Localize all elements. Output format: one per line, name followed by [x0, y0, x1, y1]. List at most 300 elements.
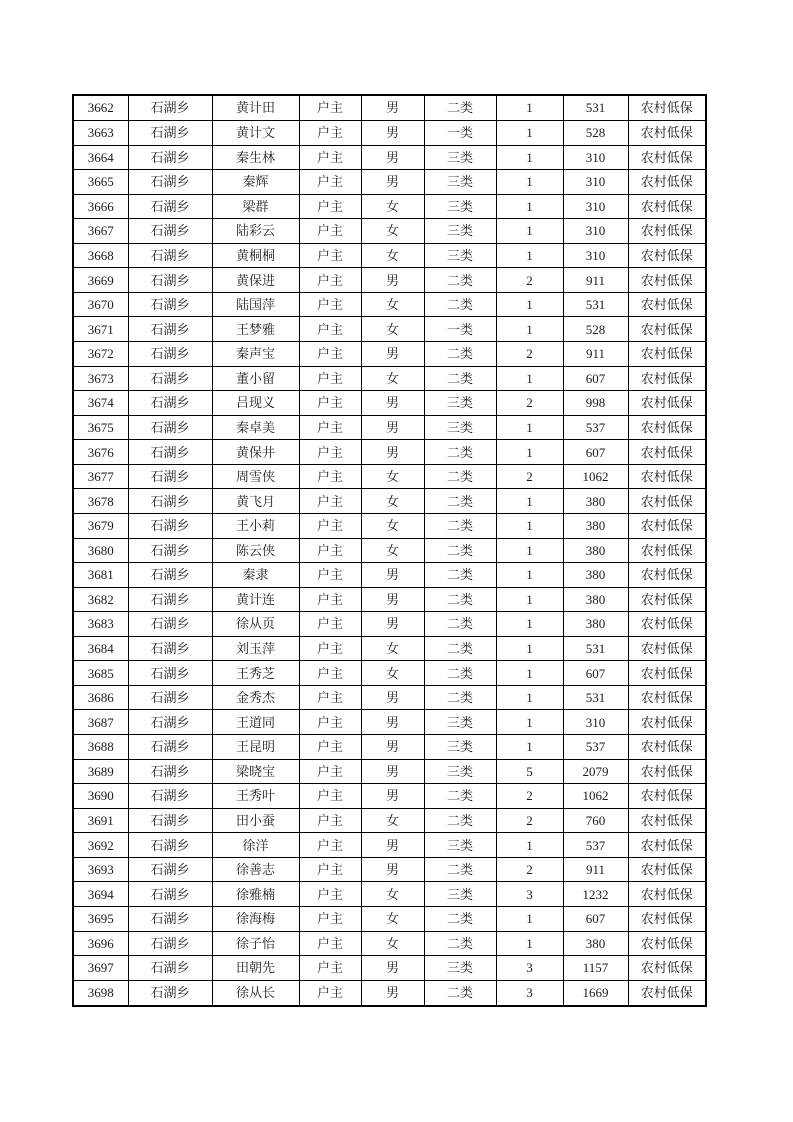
- table-cell-household-relation: 户主: [299, 391, 361, 416]
- table-cell-serial-number: 3696: [73, 931, 128, 956]
- table-cell-subsidy-type: 农村低保: [628, 489, 706, 514]
- table-cell-category: 三类: [424, 170, 496, 195]
- table-row: [73, 538, 706, 563]
- table-cell-gender: 女: [361, 636, 424, 661]
- table-cell-person-name: 陆彩云: [212, 219, 299, 244]
- table-cell-amount: 1232: [563, 882, 628, 907]
- table-cell-amount: 310: [563, 243, 628, 268]
- table-body: [73, 95, 706, 1006]
- table-cell-amount: 310: [563, 219, 628, 244]
- table-cell-gender: 女: [361, 489, 424, 514]
- table-cell-household-relation: 户主: [299, 710, 361, 735]
- table-cell-category: 三类: [424, 415, 496, 440]
- table-cell-household-relation: 户主: [299, 563, 361, 588]
- table-cell-serial-number: 3694: [73, 882, 128, 907]
- table-cell-household-relation: 户主: [299, 636, 361, 661]
- table-cell-serial-number: 3693: [73, 857, 128, 882]
- table-cell-household-relation: 户主: [299, 882, 361, 907]
- table-cell-subsidy-type: 农村低保: [628, 882, 706, 907]
- table-cell-amount: 607: [563, 366, 628, 391]
- table-row: [73, 735, 706, 760]
- table-cell-person-name: 刘玉萍: [212, 636, 299, 661]
- table-cell-gender: 男: [361, 612, 424, 637]
- table-cell-township: 石湖乡: [128, 906, 212, 931]
- table-cell-subsidy-type: 农村低保: [628, 833, 706, 858]
- table-cell-township: 石湖乡: [128, 120, 212, 145]
- table-cell-category: 三类: [424, 391, 496, 416]
- table-row: [73, 243, 706, 268]
- table-cell-gender: 女: [361, 464, 424, 489]
- table-cell-subsidy-type: 农村低保: [628, 342, 706, 367]
- table-row: [73, 784, 706, 809]
- table-cell-serial-number: 3678: [73, 489, 128, 514]
- table-cell-category: 二类: [424, 808, 496, 833]
- table-cell-person-count: 2: [496, 808, 563, 833]
- table-cell-category: 三类: [424, 194, 496, 219]
- table-row: [73, 882, 706, 907]
- table-cell-subsidy-type: 农村低保: [628, 931, 706, 956]
- table-cell-person-name: 梁群: [212, 194, 299, 219]
- table-row: [73, 857, 706, 882]
- table-cell-subsidy-type: 农村低保: [628, 391, 706, 416]
- table-cell-person-count: 2: [496, 342, 563, 367]
- table-row: [73, 489, 706, 514]
- table-cell-subsidy-type: 农村低保: [628, 194, 706, 219]
- table-cell-township: 石湖乡: [128, 317, 212, 342]
- table-cell-serial-number: 3681: [73, 563, 128, 588]
- table-cell-amount: 380: [563, 563, 628, 588]
- table-cell-subsidy-type: 农村低保: [628, 95, 706, 120]
- table-cell-person-name: 秦声宝: [212, 342, 299, 367]
- table-cell-person-name: 黄计文: [212, 120, 299, 145]
- table-cell-amount: 531: [563, 292, 628, 317]
- table-cell-person-name: 田朝先: [212, 956, 299, 981]
- table-cell-household-relation: 户主: [299, 685, 361, 710]
- table-cell-subsidy-type: 农村低保: [628, 857, 706, 882]
- table-cell-category: 三类: [424, 956, 496, 981]
- table-cell-amount: 380: [563, 513, 628, 538]
- table-row: [73, 759, 706, 784]
- table-cell-gender: 男: [361, 833, 424, 858]
- table-cell-gender: 女: [361, 219, 424, 244]
- table-cell-category: 二类: [424, 661, 496, 686]
- table-cell-subsidy-type: 农村低保: [628, 563, 706, 588]
- table-cell-person-count: 1: [496, 685, 563, 710]
- table-row: [73, 170, 706, 195]
- table-cell-person-name: 吕现义: [212, 391, 299, 416]
- table-cell-serial-number: 3684: [73, 636, 128, 661]
- table-cell-person-count: 1: [496, 636, 563, 661]
- table-cell-gender: 女: [361, 808, 424, 833]
- table-cell-category: 三类: [424, 219, 496, 244]
- table-cell-category: 二类: [424, 857, 496, 882]
- table-cell-township: 石湖乡: [128, 464, 212, 489]
- table-cell-category: 三类: [424, 882, 496, 907]
- table-cell-township: 石湖乡: [128, 735, 212, 760]
- table-cell-serial-number: 3666: [73, 194, 128, 219]
- table-cell-category: 三类: [424, 145, 496, 170]
- table-cell-amount: 310: [563, 710, 628, 735]
- table-cell-gender: 男: [361, 391, 424, 416]
- table-cell-person-name: 徐从页: [212, 612, 299, 637]
- table-cell-person-count: 2: [496, 268, 563, 293]
- table-row: [73, 120, 706, 145]
- table-cell-gender: 男: [361, 170, 424, 195]
- table-cell-category: 二类: [424, 342, 496, 367]
- table-cell-serial-number: 3670: [73, 292, 128, 317]
- table-cell-serial-number: 3665: [73, 170, 128, 195]
- table-cell-gender: 男: [361, 95, 424, 120]
- table-cell-category: 二类: [424, 366, 496, 391]
- table-cell-category: 三类: [424, 735, 496, 760]
- table-cell-person-name: 董小留: [212, 366, 299, 391]
- table-cell-serial-number: 3672: [73, 342, 128, 367]
- table-cell-gender: 男: [361, 735, 424, 760]
- table-cell-subsidy-type: 农村低保: [628, 415, 706, 440]
- table-cell-township: 石湖乡: [128, 710, 212, 735]
- table-cell-category: 二类: [424, 636, 496, 661]
- table-row: [73, 268, 706, 293]
- table-cell-serial-number: 3691: [73, 808, 128, 833]
- table-cell-gender: 女: [361, 243, 424, 268]
- table-cell-serial-number: 3689: [73, 759, 128, 784]
- table-cell-household-relation: 户主: [299, 489, 361, 514]
- table-cell-person-count: 1: [496, 194, 563, 219]
- table-cell-subsidy-type: 农村低保: [628, 956, 706, 981]
- table-cell-township: 石湖乡: [128, 808, 212, 833]
- table-cell-township: 石湖乡: [128, 513, 212, 538]
- table-cell-person-name: 王秀芝: [212, 661, 299, 686]
- table-cell-amount: 380: [563, 612, 628, 637]
- table-cell-township: 石湖乡: [128, 636, 212, 661]
- table-cell-amount: 380: [563, 489, 628, 514]
- table-row: [73, 710, 706, 735]
- table-cell-township: 石湖乡: [128, 956, 212, 981]
- table-cell-serial-number: 3667: [73, 219, 128, 244]
- table-cell-serial-number: 3674: [73, 391, 128, 416]
- table-cell-person-count: 3: [496, 956, 563, 981]
- table-cell-person-count: 5: [496, 759, 563, 784]
- table-cell-amount: 310: [563, 170, 628, 195]
- table-cell-person-name: 秦辉: [212, 170, 299, 195]
- table-cell-subsidy-type: 农村低保: [628, 538, 706, 563]
- table-cell-category: 二类: [424, 489, 496, 514]
- table-row: [73, 685, 706, 710]
- table-row: [73, 342, 706, 367]
- table-cell-gender: 男: [361, 342, 424, 367]
- table-cell-subsidy-type: 农村低保: [628, 661, 706, 686]
- table-cell-amount: 607: [563, 440, 628, 465]
- table-cell-person-name: 徐洋: [212, 833, 299, 858]
- table-cell-gender: 男: [361, 956, 424, 981]
- table-cell-household-relation: 户主: [299, 759, 361, 784]
- table-cell-category: 一类: [424, 317, 496, 342]
- table-cell-person-name: 王梦雅: [212, 317, 299, 342]
- table-cell-subsidy-type: 农村低保: [628, 906, 706, 931]
- table-row: [73, 956, 706, 981]
- table-cell-subsidy-type: 农村低保: [628, 980, 706, 1006]
- table-cell-person-count: 2: [496, 391, 563, 416]
- table-cell-person-count: 1: [496, 366, 563, 391]
- table-cell-person-count: 1: [496, 563, 563, 588]
- table-cell-amount: 2079: [563, 759, 628, 784]
- table-cell-amount: 760: [563, 808, 628, 833]
- table-cell-subsidy-type: 农村低保: [628, 268, 706, 293]
- table-row: [73, 415, 706, 440]
- table-cell-amount: 531: [563, 636, 628, 661]
- table-cell-household-relation: 户主: [299, 833, 361, 858]
- table-cell-serial-number: 3662: [73, 95, 128, 120]
- table-cell-household-relation: 户主: [299, 219, 361, 244]
- table-cell-serial-number: 3669: [73, 268, 128, 293]
- table-cell-household-relation: 户主: [299, 292, 361, 317]
- table-cell-subsidy-type: 农村低保: [628, 145, 706, 170]
- table-cell-person-name: 陆国萍: [212, 292, 299, 317]
- table-cell-person-count: 1: [496, 95, 563, 120]
- table-cell-person-name: 金秀杰: [212, 685, 299, 710]
- table-cell-gender: 男: [361, 980, 424, 1006]
- table-row: [73, 194, 706, 219]
- table-cell-category: 三类: [424, 243, 496, 268]
- table-cell-township: 石湖乡: [128, 661, 212, 686]
- table-row: [73, 587, 706, 612]
- table-cell-township: 石湖乡: [128, 366, 212, 391]
- table-cell-serial-number: 3679: [73, 513, 128, 538]
- table-cell-category: 二类: [424, 292, 496, 317]
- table-cell-person-name: 徐子怡: [212, 931, 299, 956]
- table-cell-person-name: 陈云侠: [212, 538, 299, 563]
- table-cell-serial-number: 3686: [73, 685, 128, 710]
- table-cell-township: 石湖乡: [128, 170, 212, 195]
- table-cell-serial-number: 3673: [73, 366, 128, 391]
- table-cell-township: 石湖乡: [128, 95, 212, 120]
- table-cell-category: 三类: [424, 833, 496, 858]
- table-cell-serial-number: 3690: [73, 784, 128, 809]
- table-cell-subsidy-type: 农村低保: [628, 219, 706, 244]
- table-cell-household-relation: 户主: [299, 194, 361, 219]
- table-cell-person-count: 2: [496, 464, 563, 489]
- table-cell-amount: 1062: [563, 464, 628, 489]
- table-cell-household-relation: 户主: [299, 612, 361, 637]
- table-cell-household-relation: 户主: [299, 95, 361, 120]
- table-cell-township: 石湖乡: [128, 219, 212, 244]
- table-cell-household-relation: 户主: [299, 587, 361, 612]
- table-cell-person-name: 梁晓宝: [212, 759, 299, 784]
- table-cell-serial-number: 3692: [73, 833, 128, 858]
- table-cell-category: 二类: [424, 440, 496, 465]
- table-cell-subsidy-type: 农村低保: [628, 317, 706, 342]
- table-cell-amount: 380: [563, 538, 628, 563]
- table-cell-gender: 女: [361, 194, 424, 219]
- table-cell-category: 二类: [424, 587, 496, 612]
- table-cell-gender: 男: [361, 784, 424, 809]
- table-row: [73, 95, 706, 120]
- table-cell-person-count: 1: [496, 415, 563, 440]
- table-cell-subsidy-type: 农村低保: [628, 685, 706, 710]
- table-cell-person-name: 黄保进: [212, 268, 299, 293]
- table-cell-amount: 531: [563, 95, 628, 120]
- table-cell-person-name: 秦卓美: [212, 415, 299, 440]
- table-row: [73, 219, 706, 244]
- table-cell-household-relation: 户主: [299, 342, 361, 367]
- table-cell-serial-number: 3675: [73, 415, 128, 440]
- table-cell-person-count: 1: [496, 440, 563, 465]
- table-cell-person-name: 秦生林: [212, 145, 299, 170]
- table-cell-household-relation: 户主: [299, 440, 361, 465]
- table-cell-amount: 310: [563, 194, 628, 219]
- table-cell-household-relation: 户主: [299, 366, 361, 391]
- table-cell-township: 石湖乡: [128, 243, 212, 268]
- table-cell-household-relation: 户主: [299, 268, 361, 293]
- table-cell-township: 石湖乡: [128, 784, 212, 809]
- table-cell-serial-number: 3664: [73, 145, 128, 170]
- table-cell-gender: 男: [361, 145, 424, 170]
- table-cell-household-relation: 户主: [299, 857, 361, 882]
- table-cell-household-relation: 户主: [299, 661, 361, 686]
- table-cell-household-relation: 户主: [299, 808, 361, 833]
- table-cell-serial-number: 3677: [73, 464, 128, 489]
- table-cell-subsidy-type: 农村低保: [628, 735, 706, 760]
- table-cell-person-count: 3: [496, 882, 563, 907]
- table-row: [73, 292, 706, 317]
- table-cell-person-count: 1: [496, 120, 563, 145]
- table-cell-township: 石湖乡: [128, 685, 212, 710]
- table-cell-subsidy-type: 农村低保: [628, 292, 706, 317]
- table-cell-household-relation: 户主: [299, 170, 361, 195]
- table-cell-township: 石湖乡: [128, 833, 212, 858]
- table-cell-subsidy-type: 农村低保: [628, 808, 706, 833]
- table-cell-amount: 537: [563, 735, 628, 760]
- table-cell-person-count: 1: [496, 513, 563, 538]
- table-cell-category: 二类: [424, 538, 496, 563]
- table-cell-category: 二类: [424, 612, 496, 637]
- table-cell-household-relation: 户主: [299, 735, 361, 760]
- table-cell-person-count: 1: [496, 587, 563, 612]
- table-cell-person-name: 王昆明: [212, 735, 299, 760]
- table-cell-subsidy-type: 农村低保: [628, 759, 706, 784]
- table-cell-category: 二类: [424, 464, 496, 489]
- table-cell-person-count: 1: [496, 292, 563, 317]
- table-cell-gender: 女: [361, 538, 424, 563]
- table-row: [73, 980, 706, 1006]
- table-cell-category: 二类: [424, 784, 496, 809]
- table-cell-person-count: 1: [496, 612, 563, 637]
- table-cell-amount: 528: [563, 120, 628, 145]
- table-cell-serial-number: 3698: [73, 980, 128, 1006]
- table-cell-township: 石湖乡: [128, 489, 212, 514]
- table-cell-category: 二类: [424, 95, 496, 120]
- table-cell-person-count: 1: [496, 170, 563, 195]
- table-cell-person-count: 1: [496, 906, 563, 931]
- table-row: [73, 464, 706, 489]
- table-cell-amount: 1062: [563, 784, 628, 809]
- table-cell-township: 石湖乡: [128, 440, 212, 465]
- table-cell-person-name: 周雪侠: [212, 464, 299, 489]
- table-cell-category: 二类: [424, 513, 496, 538]
- table-cell-amount: 998: [563, 391, 628, 416]
- table-cell-gender: 男: [361, 563, 424, 588]
- table-cell-category: 二类: [424, 980, 496, 1006]
- table-cell-amount: 531: [563, 685, 628, 710]
- table-cell-township: 石湖乡: [128, 194, 212, 219]
- table-row: [73, 636, 706, 661]
- table-cell-person-name: 王秀叶: [212, 784, 299, 809]
- table-cell-gender: 女: [361, 906, 424, 931]
- table-cell-township: 石湖乡: [128, 415, 212, 440]
- table-row: [73, 906, 706, 931]
- table-cell-township: 石湖乡: [128, 759, 212, 784]
- table-cell-serial-number: 3668: [73, 243, 128, 268]
- table-cell-amount: 528: [563, 317, 628, 342]
- table-cell-gender: 女: [361, 513, 424, 538]
- table-cell-amount: 380: [563, 931, 628, 956]
- table-cell-amount: 607: [563, 661, 628, 686]
- table-row: [73, 513, 706, 538]
- table-cell-person-count: 1: [496, 489, 563, 514]
- table-cell-subsidy-type: 农村低保: [628, 710, 706, 735]
- table-cell-person-name: 徐从长: [212, 980, 299, 1006]
- table-cell-township: 石湖乡: [128, 612, 212, 637]
- table-cell-gender: 男: [361, 685, 424, 710]
- table-cell-person-count: 1: [496, 931, 563, 956]
- table-cell-serial-number: 3683: [73, 612, 128, 637]
- table-cell-category: 二类: [424, 931, 496, 956]
- table-cell-township: 石湖乡: [128, 145, 212, 170]
- table-cell-category: 一类: [424, 120, 496, 145]
- table-cell-gender: 男: [361, 440, 424, 465]
- table-cell-serial-number: 3697: [73, 956, 128, 981]
- table-cell-gender: 男: [361, 120, 424, 145]
- table-cell-gender: 女: [361, 661, 424, 686]
- table-cell-person-name: 王道同: [212, 710, 299, 735]
- table-cell-serial-number: 3671: [73, 317, 128, 342]
- table-cell-amount: 911: [563, 857, 628, 882]
- table-cell-person-count: 3: [496, 980, 563, 1006]
- table-cell-amount: 537: [563, 415, 628, 440]
- table-cell-township: 石湖乡: [128, 391, 212, 416]
- table-cell-amount: 1157: [563, 956, 628, 981]
- table-cell-subsidy-type: 农村低保: [628, 243, 706, 268]
- table-cell-amount: 537: [563, 833, 628, 858]
- table-row: [73, 931, 706, 956]
- table-cell-subsidy-type: 农村低保: [628, 366, 706, 391]
- table-cell-gender: 女: [361, 931, 424, 956]
- table-cell-household-relation: 户主: [299, 784, 361, 809]
- table-row: [73, 563, 706, 588]
- table-cell-township: 石湖乡: [128, 587, 212, 612]
- table-cell-gender: 男: [361, 857, 424, 882]
- table-row: [73, 145, 706, 170]
- table-cell-person-count: 1: [496, 833, 563, 858]
- table-cell-household-relation: 户主: [299, 513, 361, 538]
- table-cell-amount: 607: [563, 906, 628, 931]
- table-cell-person-count: 1: [496, 661, 563, 686]
- table-cell-township: 石湖乡: [128, 857, 212, 882]
- table-cell-household-relation: 户主: [299, 906, 361, 931]
- table-cell-household-relation: 户主: [299, 538, 361, 563]
- table-cell-household-relation: 户主: [299, 145, 361, 170]
- table-cell-person-name: 徐善志: [212, 857, 299, 882]
- table-cell-household-relation: 户主: [299, 120, 361, 145]
- table-cell-household-relation: 户主: [299, 243, 361, 268]
- table-row: [73, 661, 706, 686]
- table-cell-person-name: 秦隶: [212, 563, 299, 588]
- table-cell-serial-number: 3687: [73, 710, 128, 735]
- table-cell-amount: 310: [563, 145, 628, 170]
- table-cell-household-relation: 户主: [299, 980, 361, 1006]
- table-row: [73, 833, 706, 858]
- table-cell-person-name: 徐海梅: [212, 906, 299, 931]
